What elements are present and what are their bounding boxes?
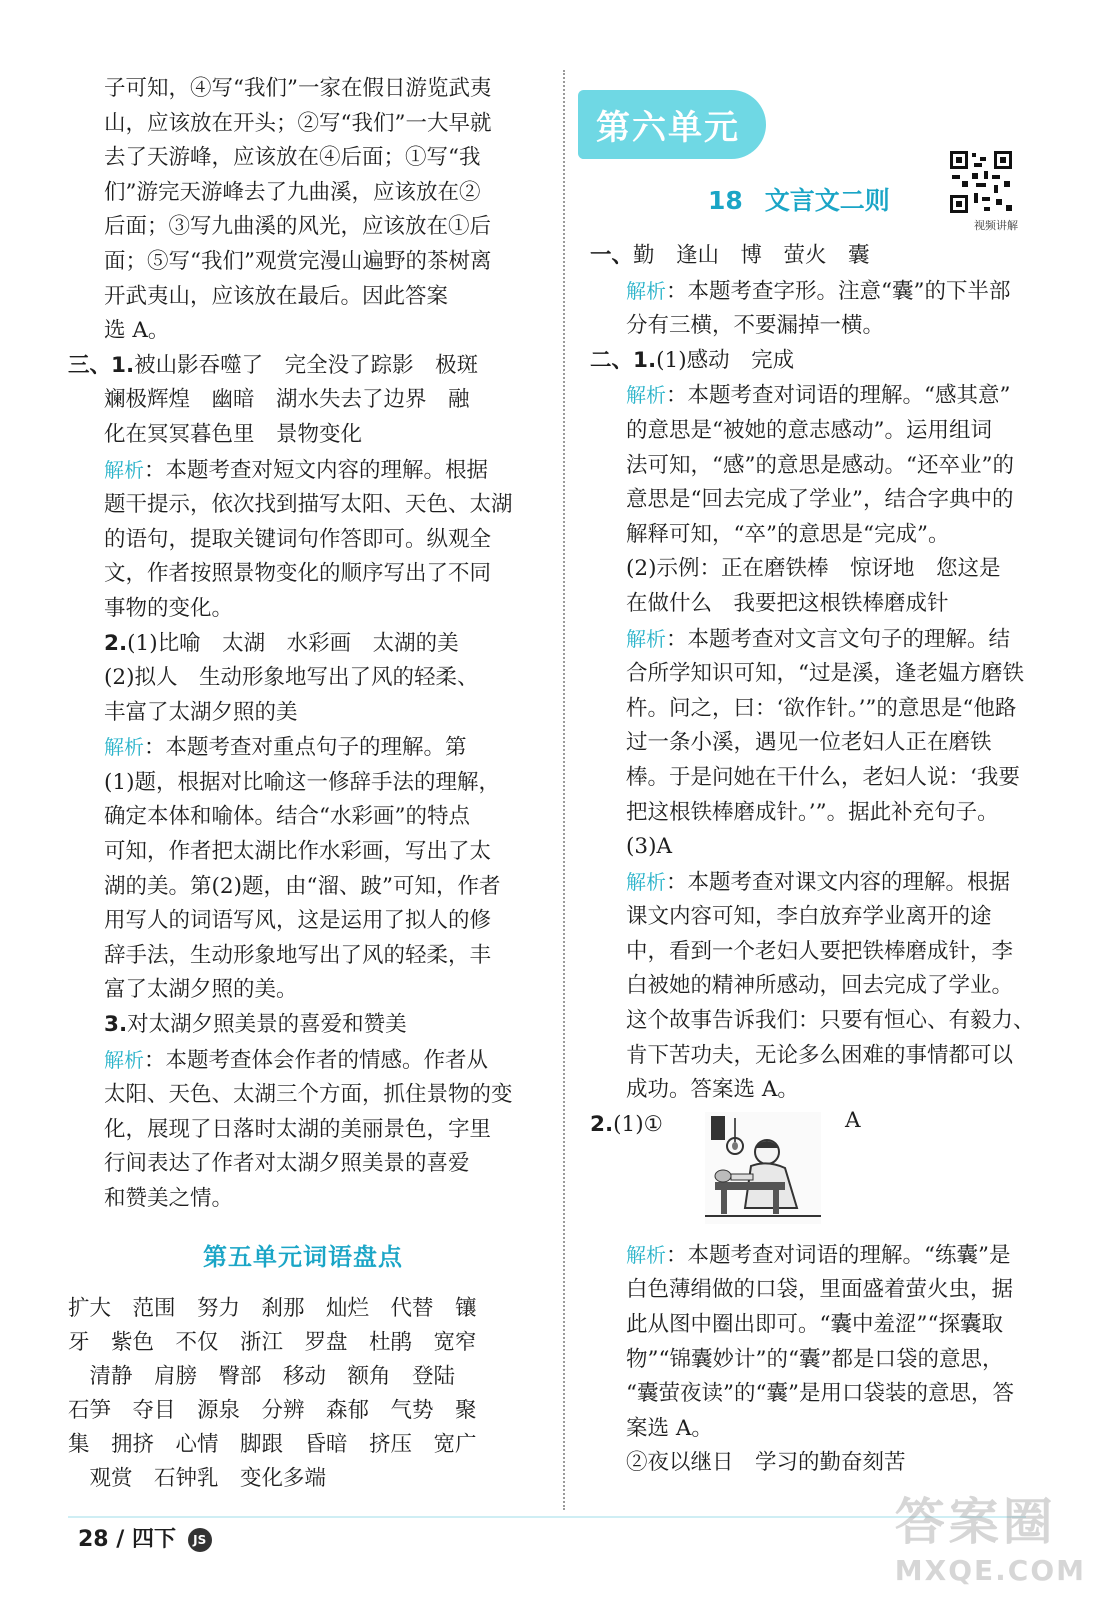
line-text: 太阳、天色、太湖三个方面，抓住景物的变 [104, 1082, 513, 1108]
text-line [68, 280, 538, 315]
text-line [590, 518, 1052, 553]
line-text: 可知，作者把太湖比作水彩画，写出了太 [104, 839, 492, 865]
text-line [68, 523, 538, 558]
line-text: 法可知，“感”的意思是感动。“还卒业”的 [626, 452, 1014, 478]
line-text: 意思是“回去完成了学业”，结合字典中的 [626, 487, 1014, 513]
text-line [68, 627, 538, 662]
line-text: (1)感动 完成 [656, 347, 795, 373]
text-line [590, 830, 1052, 865]
line-text: 题干提示，依次找到描写太阳、天色、太湖 [104, 492, 513, 518]
text-line [68, 349, 538, 384]
line-text: 化在冥冥暮色里 景物变化 [104, 421, 363, 447]
text-line [590, 344, 1052, 379]
text-line [590, 274, 1052, 310]
study-illustration [705, 1112, 821, 1224]
text-line [68, 141, 538, 176]
watermark-bottom: MXQE.COM [894, 1554, 1086, 1587]
qr-label: 视频讲解 [974, 219, 1018, 232]
analysis-tag: 解析 [104, 1047, 144, 1072]
text-line [590, 900, 1052, 935]
column-divider [563, 70, 565, 1510]
text-line [590, 796, 1052, 831]
text-line [590, 1446, 1052, 1481]
vocab-list [68, 1292, 538, 1496]
text-line [590, 622, 1052, 658]
text-line [68, 453, 538, 489]
question-number: 2. [590, 1111, 614, 1137]
line-text: 后面；③写九曲溪的风光，应该放在①后 [104, 214, 492, 240]
analysis-tag: 解析 [104, 735, 144, 760]
text-line [68, 730, 538, 766]
line-text: 选 A。 [104, 318, 170, 344]
line-text: ：本题考查对词语的理解。“感其意” [666, 383, 1011, 409]
line-text: 在做什么 我要把这根铁棒磨成针 [626, 590, 949, 616]
footer-rule [68, 1516, 1026, 1518]
text-line [590, 1238, 1052, 1274]
text-line [68, 973, 538, 1008]
text-line [590, 1004, 1052, 1039]
analysis-tag: 解析 [626, 278, 666, 303]
line-text: 子可知，④写“我们”一家在假日游览武夷 [104, 76, 492, 101]
line-text: 确定本体和喻体。结合“水彩画”的特点 [104, 804, 470, 830]
text-line [590, 865, 1052, 901]
line-text: 过一条小溪，遇见一位老妇人正在磨铁 [626, 730, 992, 756]
line-text: 合所学知识可知，“过是溪，逢老媪方磨铁 [626, 661, 1024, 687]
line-text: 面；⑤写“我们”观赏完漫山遍野的茶树离 [104, 248, 492, 274]
text-line [590, 552, 1052, 587]
text-line [68, 1078, 538, 1113]
line-text: 杵。问之，曰：‘欲作针。’”的意思是“他路 [626, 695, 1017, 721]
question-2-label [590, 1108, 1052, 1143]
text-line [68, 383, 538, 418]
text-line [590, 1308, 1052, 1343]
text-line [590, 935, 1052, 970]
line-text: 去了天游峰，应该放在④后面；①写“我 [104, 145, 481, 171]
text-line [68, 766, 538, 801]
line-text: 肯下苦功夫，无论多么困难的事情都可以 [626, 1042, 1014, 1068]
text-line [68, 176, 538, 211]
line-text: 用写人的词语写风，这是运用了拟人的修 [104, 908, 492, 934]
left-column [68, 72, 538, 1496]
text-line [590, 309, 1052, 344]
text-line [590, 1039, 1052, 1074]
text-line [590, 726, 1052, 761]
lesson-header [590, 159, 1052, 239]
text-line [68, 314, 538, 349]
text-line [590, 969, 1052, 1004]
text-line [68, 835, 538, 870]
line-text: ②夜以继日 学习的勤奋刻苦 [626, 1450, 906, 1476]
left-text-block [68, 72, 538, 1217]
text-line [68, 661, 538, 696]
publisher-badge: JS [188, 1528, 212, 1552]
line-text: 山，应该放在开头；②写“我们”一大早就 [104, 110, 492, 136]
line-text: ：本题考查对文言文句子的理解。结 [666, 626, 1011, 652]
text-line [68, 870, 538, 905]
text-line [68, 210, 538, 245]
text-line [590, 1343, 1052, 1378]
vocab-line: 观赏 石钟乳 变化多端 [68, 1465, 327, 1491]
line-text: 开武夷山，应该放在最后。因此答案 [104, 283, 449, 309]
analysis-tag: 解析 [626, 383, 666, 408]
analysis-tag: 解析 [104, 457, 144, 482]
text-line [590, 1377, 1052, 1412]
text-line [590, 1073, 1052, 1108]
line-text: 文，作者按照景物变化的顺序写出了不同 [104, 561, 492, 587]
text-line [68, 1182, 538, 1217]
text-line [590, 378, 1052, 414]
line-text: 辞手法，生动形象地写出了风的轻柔，丰 [104, 942, 492, 968]
vocab-line: 集 拥挤 心情 脚跟 昏暗 挤压 宽广 [68, 1431, 477, 1457]
question-number: 3. [104, 1012, 128, 1038]
line-text: 棒。于是问她在干什么，老妇人说：‘我要 [626, 764, 1020, 790]
text-line [68, 696, 538, 731]
line-text: ：本题考查体会作者的情感。作者从 [144, 1047, 489, 1073]
watermark-top: 答案圈 [894, 1493, 1057, 1551]
text-line [68, 1043, 538, 1079]
line-text: 事物的变化。 [104, 595, 234, 621]
line-text: 勤 逢山 博 萤火 囊 [633, 243, 870, 268]
text-line [68, 488, 538, 523]
text-line [590, 449, 1052, 484]
line-text: 此从图中圈出即可。“囊中羞涩”“探囊取 [626, 1312, 1003, 1338]
vocab-line: 牙 紫色 不仅 浙江 罗盘 杜鹃 宽窄 [68, 1329, 477, 1355]
line-text: (2)拟人 生动形象地写出了风的轻柔、 [104, 665, 479, 691]
line-text: 这个故事告诉我们：只要有恒心、有毅力、 [626, 1008, 1035, 1034]
line-text: ：本题考查对短文内容的理解。根据 [144, 457, 489, 483]
text-line [590, 692, 1052, 727]
line-text: (2)示例：正在磨铁棒 惊讶地 您这是 [626, 556, 1001, 582]
vocab-line: 清静 肩膀 臀部 移动 额角 登陆 [68, 1363, 456, 1389]
line-text: 解释可知，“卒”的意思是“完成”。 [626, 521, 950, 547]
analysis-tag: 解析 [626, 869, 666, 894]
lesson-title [708, 181, 890, 217]
line-text: 丰富了太湖夕照的美 [104, 699, 298, 725]
line-text: 成功。答案选 A。 [626, 1077, 799, 1103]
question-number: 三、1. [68, 352, 135, 378]
text-line [590, 657, 1052, 692]
text-line [68, 1008, 538, 1043]
page-separator: / [116, 1527, 125, 1552]
vocab-title: 第五单元词语盘点 [203, 1242, 403, 1271]
text-line [590, 414, 1052, 449]
line-text: 的语句，提取关键词句作答即可。纵观全 [104, 526, 492, 552]
text-line [590, 483, 1052, 518]
line-text: 被山影吞噬了 完全没了踪影 极斑 [134, 352, 479, 378]
vocab-line: 扩大 范围 努力 刹那 灿烂 代替 镶 [68, 1295, 477, 1321]
line-text: 白被她的精神所感动，回去完成了学业。 [626, 973, 1014, 999]
text-line [68, 800, 538, 835]
right-column [590, 72, 1052, 1481]
vocab-line: 石笋 夺目 源泉 分辨 森郁 气势 聚 [68, 1397, 477, 1423]
line-text: ：本题考查字形。注意“囊”的下半部 [666, 278, 1011, 304]
page-footer [0, 1480, 1106, 1600]
page-number: 28 [78, 1527, 109, 1552]
line-text: ：本题考查对课文内容的理解。根据 [666, 869, 1011, 895]
line-text: 和赞美之情。 [104, 1186, 234, 1211]
right-text-block-b [590, 1238, 1052, 1481]
page-label [78, 1522, 212, 1553]
question-2-row [590, 1108, 1052, 1238]
text-line [590, 761, 1052, 796]
text-line [590, 587, 1052, 622]
line-text: 对太湖夕照美景的喜爱和赞美 [127, 1012, 407, 1038]
text-line [68, 939, 538, 974]
question-number: 二、1. [590, 347, 657, 373]
text-line [68, 592, 538, 627]
text-line [590, 239, 1052, 274]
line-text: 课文内容可知，李白放弃学业离开的途 [626, 904, 992, 930]
analysis-tag: 解析 [626, 1242, 666, 1267]
line-text: 中，看到一个老妇人要把铁棒磨成针，李 [626, 938, 1014, 964]
line-text: (1)比喻 太湖 水彩画 太湖的美 [127, 630, 459, 656]
lesson-name: 文言文二则 [764, 186, 890, 215]
line-text: (1)题，根据对比喻这一修辞手法的理解， [104, 769, 500, 795]
line-text: ：本题考查对词语的理解。“练囊”是 [666, 1242, 1011, 1268]
line-text: 化，展现了日落时太湖的美丽景色，字里 [104, 1116, 492, 1142]
line-text: 案选 A。 [626, 1415, 713, 1441]
line-text: (3)A [626, 834, 672, 860]
text-line [68, 107, 538, 142]
text-line [68, 418, 538, 453]
question-number: 一、 [590, 243, 634, 268]
line-text: 分有三横，不要漏掉一横。 [626, 313, 885, 339]
analysis-tag: 解析 [626, 626, 666, 651]
line-text: 斓极辉煌 幽暗 湖水失去了边界 融 [104, 387, 470, 413]
text-line [68, 1147, 538, 1182]
right-text-block-a [590, 239, 1052, 1108]
text-line [68, 245, 538, 280]
unit-banner: 第六单元 [578, 90, 766, 159]
line-text: 把这根铁棒磨成针。’”。据此补充句子。 [626, 799, 999, 825]
line-text: 富了太湖夕照的美。 [104, 977, 298, 1003]
qr-code-icon[interactable] [948, 149, 1014, 215]
question-number: 2. [104, 630, 128, 656]
text-line [590, 1412, 1052, 1447]
line-text: 们”游完天游峰去了九曲溪，应该放在② [104, 179, 481, 205]
text-line [68, 1113, 538, 1148]
text-line [68, 904, 538, 939]
watermark [895, 1482, 1086, 1587]
line-text: 湖的美。第(2)题，由“溜、跛”可知，作者 [104, 873, 501, 899]
text-line [590, 1273, 1052, 1308]
text-line [68, 72, 538, 107]
lesson-number: 18 [708, 186, 743, 215]
line-text: 行间表达了作者对太湖夕照美景的喜爱 [104, 1151, 470, 1177]
grade-label: 四下 [132, 1527, 177, 1552]
text-line [68, 557, 538, 592]
line-text: 物”“锦囊妙计”的“囊”都是口袋的意思， [626, 1346, 1004, 1372]
question-sub: (1)① [613, 1111, 663, 1137]
line-text: 的意思是“被她的意志感动”。运用组词 [626, 417, 992, 443]
question-2-answer: A [845, 1107, 861, 1133]
line-text: ：本题考查对重点句子的理解。第 [144, 735, 467, 761]
line-text: 白色薄绢做的口袋，里面盛着萤火虫，据 [626, 1277, 1014, 1303]
line-text: “囊萤夜读”的“囊”是用口袋装的意思，答 [626, 1381, 1014, 1407]
